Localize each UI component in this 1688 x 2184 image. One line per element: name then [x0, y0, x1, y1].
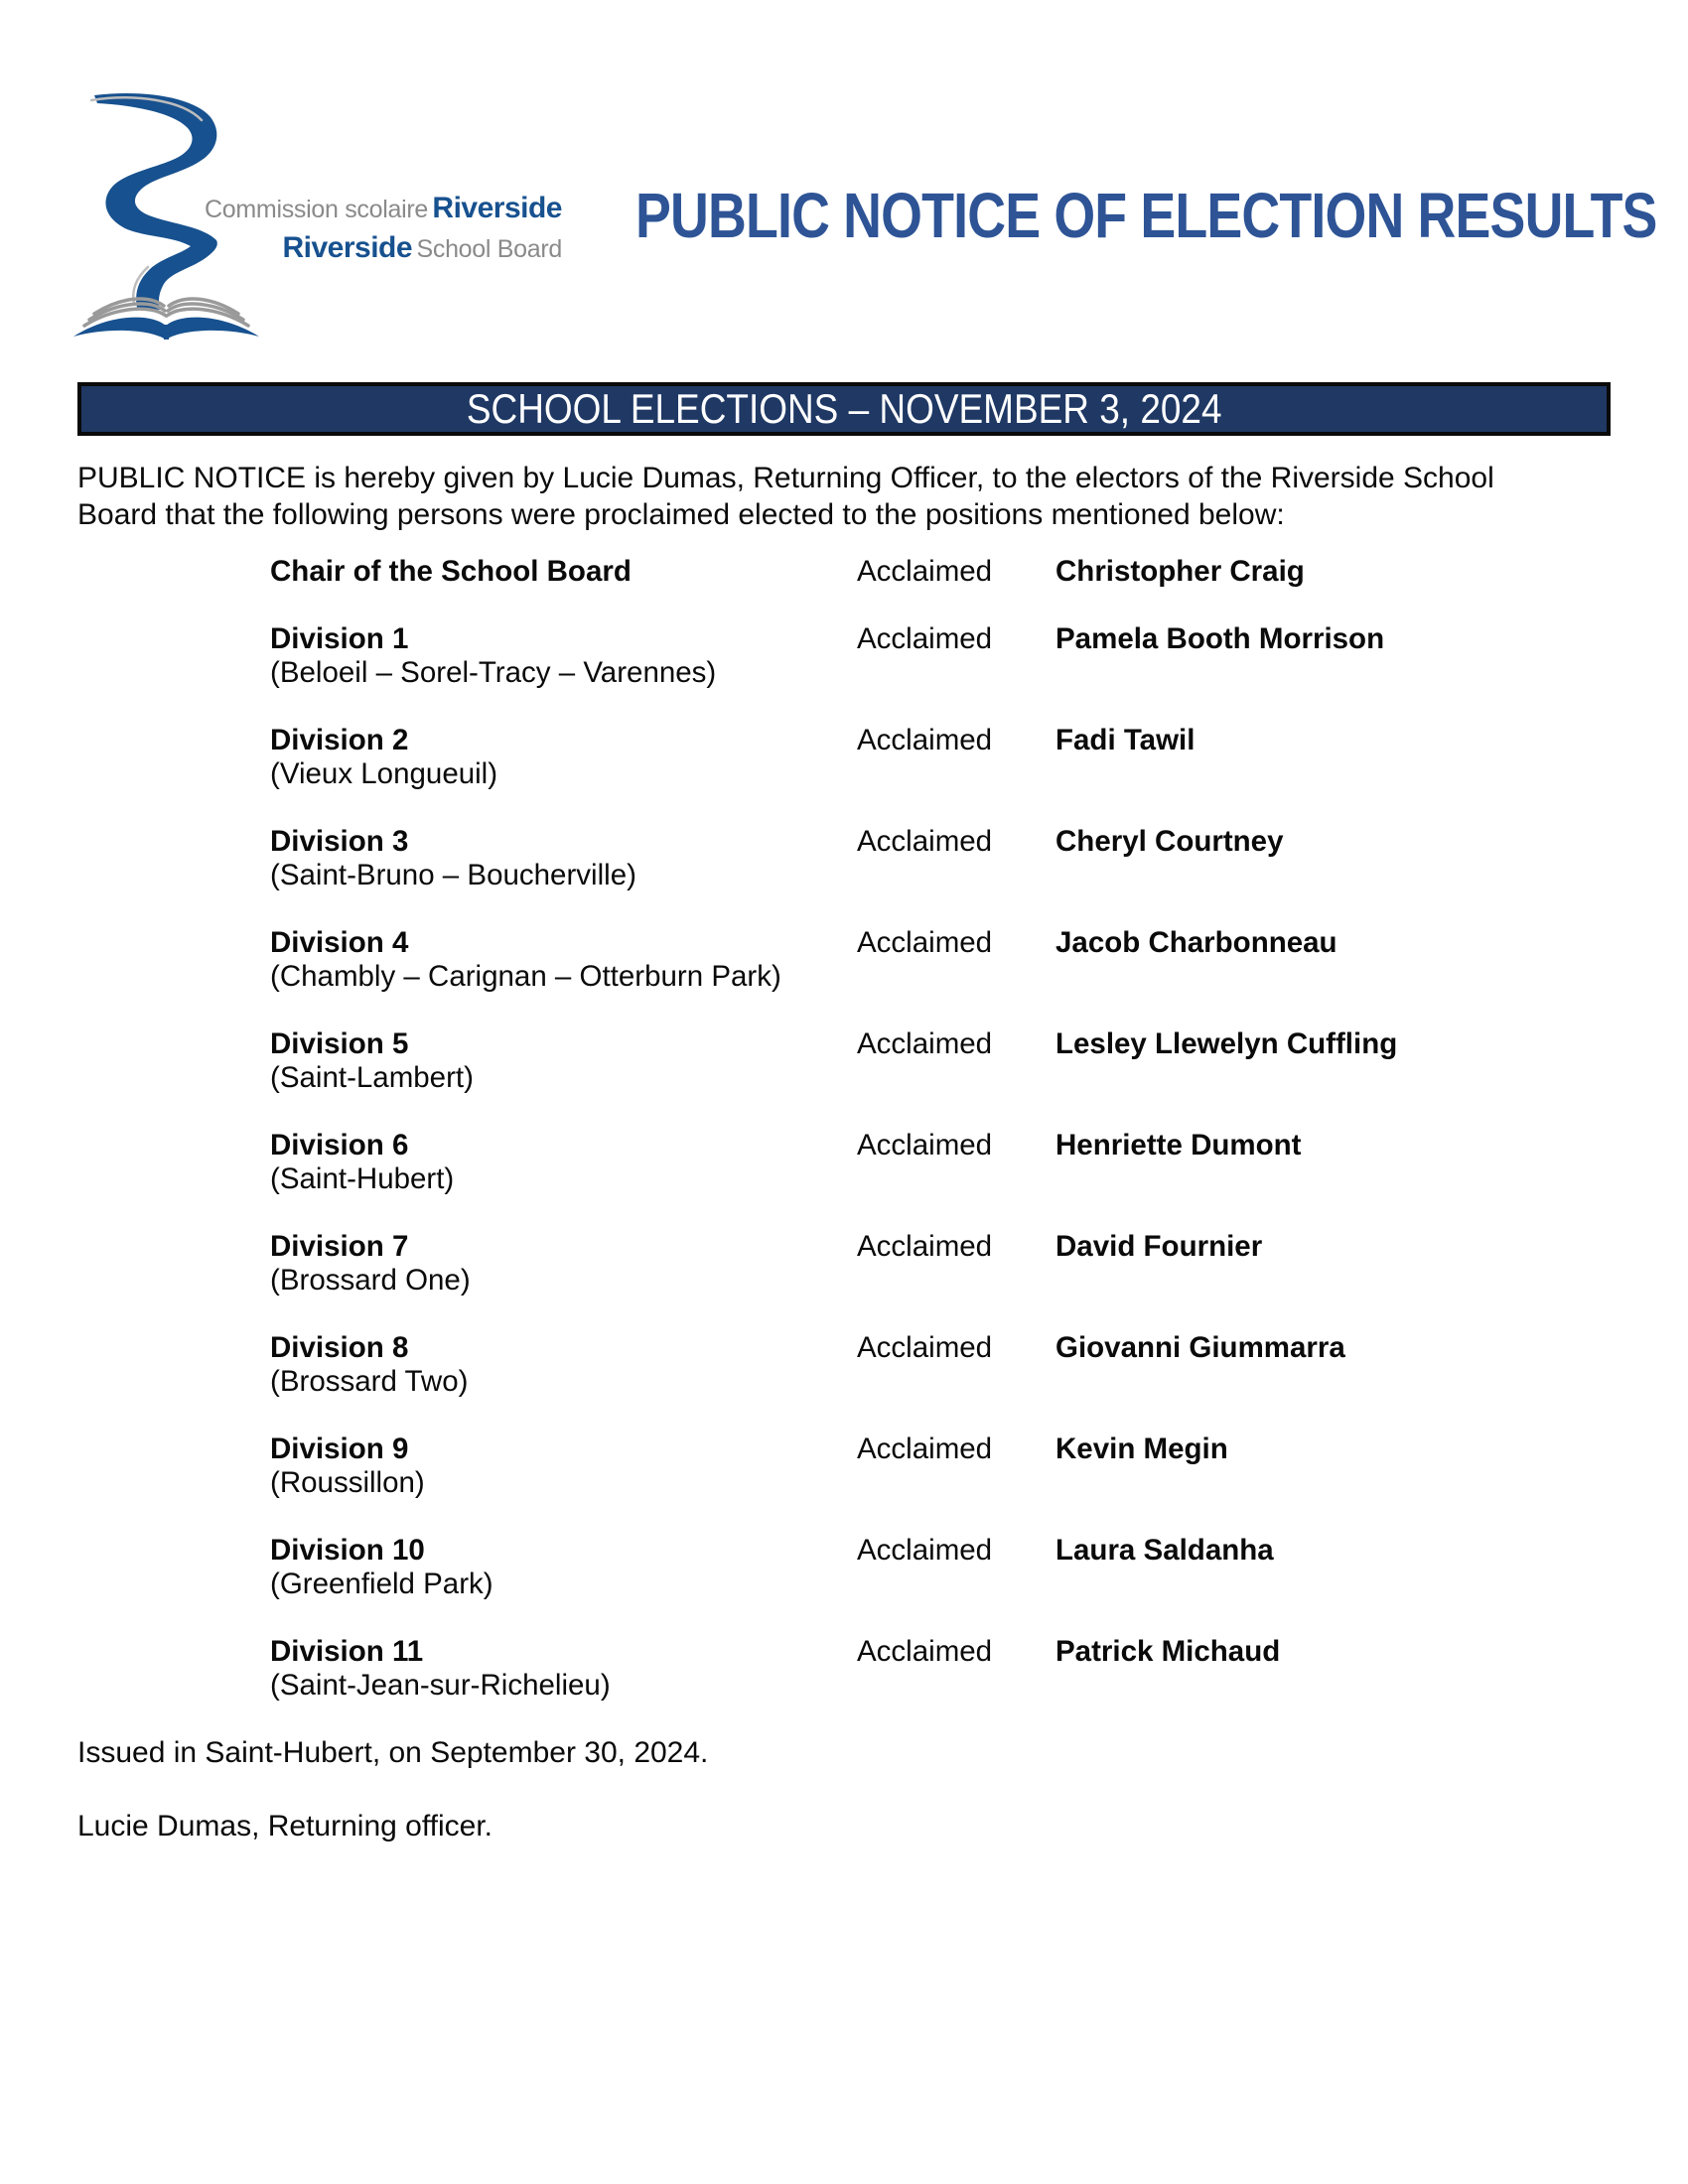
position-cell: [270, 555, 857, 589]
elected-name-cell: Christopher Craig: [1055, 555, 1305, 588]
logo-line-1: [197, 191, 562, 230]
status-cell: Acclaimed: [857, 724, 993, 756]
status-cell: Acclaimed: [857, 1433, 993, 1465]
table-row: [270, 1027, 1688, 1095]
position-cell: [270, 1027, 857, 1095]
elected-name-cell: Kevin Megin: [1055, 1433, 1228, 1465]
position-area: (Roussillon): [270, 1466, 425, 1499]
table-row: [270, 825, 1688, 892]
status-cell: Acclaimed: [857, 1534, 993, 1567]
status-cell: Acclaimed: [857, 555, 993, 588]
position-cell: [270, 926, 857, 994]
table-row: [270, 1534, 1688, 1601]
status-cell: Acclaimed: [857, 926, 993, 959]
issued-line: Issued in Saint-Hubert, on September 30, 2024.: [77, 1736, 709, 1769]
signature-line: Lucie Dumas, Returning officer.: [77, 1810, 492, 1843]
intro-line-2: Board that the following persons were proclaimed elected to the positions mentioned below:: [77, 498, 1285, 531]
position-cell: [270, 724, 857, 791]
elected-name-cell: Henriette Dumont: [1055, 1129, 1302, 1161]
election-banner-text: SCHOOL ELECTIONS – NOVEMBER 3, 2024: [466, 385, 1222, 432]
logo-text: [197, 191, 562, 270]
logo-line-2: [197, 230, 562, 270]
position-title: Division 11: [270, 1635, 424, 1668]
header: [0, 0, 1688, 342]
position-cell: [270, 1534, 857, 1601]
position-title: Division 6: [270, 1129, 409, 1161]
status-cell: Acclaimed: [857, 1635, 993, 1668]
position-area: (Chambly – Carignan – Otterburn Park): [270, 960, 781, 993]
position-cell: [270, 1635, 857, 1703]
status-cell: Acclaimed: [857, 1331, 993, 1364]
status-cell: Acclaimed: [857, 825, 993, 858]
table-row: [270, 1129, 1688, 1196]
status-cell: Acclaimed: [857, 1027, 993, 1060]
position-cell: [270, 1230, 857, 1297]
logo-school-board: School Board: [416, 235, 562, 263]
position-title: Division 10: [270, 1534, 425, 1567]
elected-name-cell: David Fournier: [1055, 1230, 1263, 1263]
position-title: Division 9: [270, 1433, 409, 1465]
page-title: PUBLIC NOTICE OF ELECTION RESULTS: [635, 180, 1657, 251]
position-area: (Brossard One): [270, 1264, 471, 1297]
position-area: (Greenfield Park): [270, 1568, 493, 1600]
logo-riverside-en: Riverside: [282, 231, 413, 264]
position-cell: [270, 622, 857, 690]
position-cell: [270, 1129, 857, 1196]
position-area: (Beloeil – Sorel-Tracy – Varennes): [270, 656, 717, 689]
results-table: [270, 555, 1688, 1703]
status-cell: Acclaimed: [857, 1129, 993, 1161]
elected-name-cell: Laura Saldanha: [1055, 1534, 1274, 1567]
open-book-icon: [73, 299, 259, 340]
position-cell: [270, 825, 857, 892]
position-area: (Saint-Bruno – Boucherville): [270, 859, 636, 891]
logo-riverside-fr: Riverside: [432, 192, 562, 224]
position-title: Division 3: [270, 825, 409, 858]
table-row: [270, 1230, 1688, 1297]
table-row: [270, 1433, 1688, 1500]
elected-name-cell: Lesley Llewelyn Cuffling: [1055, 1027, 1398, 1060]
table-row: [270, 1331, 1688, 1399]
position-title: Chair of the School Board: [270, 555, 632, 588]
position-cell: [270, 1331, 857, 1399]
table-row: [270, 622, 1688, 690]
intro-paragraph: [77, 460, 1688, 533]
elected-name-cell: Pamela Booth Morrison: [1055, 622, 1385, 655]
status-cell: Acclaimed: [857, 622, 993, 655]
table-row: [270, 724, 1688, 791]
position-title: Division 1: [270, 622, 409, 655]
table-row: [270, 555, 1688, 589]
elected-name-cell: Giovanni Giummarra: [1055, 1331, 1345, 1364]
position-title: Division 5: [270, 1027, 409, 1060]
position-cell: [270, 1433, 857, 1500]
position-title: Division 2: [270, 724, 409, 756]
position-area: (Saint-Hubert): [270, 1162, 455, 1195]
elected-name-cell: Cheryl Courtney: [1055, 825, 1284, 858]
position-area: (Saint-Jean-sur-Richelieu): [270, 1669, 611, 1702]
election-banner: [77, 382, 1611, 436]
position-title: Division 8: [270, 1331, 409, 1364]
elected-name-cell: Patrick Michaud: [1055, 1635, 1281, 1668]
position-area: (Vieux Longueuil): [270, 757, 498, 790]
elected-name-cell: Jacob Charbonneau: [1055, 926, 1337, 959]
table-row: [270, 1635, 1688, 1703]
table-row: [270, 926, 1688, 994]
position-title: Division 4: [270, 926, 409, 959]
position-area: (Saint-Lambert): [270, 1061, 474, 1094]
elected-name-cell: Fadi Tawil: [1055, 724, 1196, 756]
position-area: (Brossard Two): [270, 1365, 469, 1398]
intro-line-1: PUBLIC NOTICE is hereby given by Lucie Dumas, Returning Officer, to the electors of the Riverside School: [77, 462, 1494, 494]
logo-commission-scolaire: Commission scolaire: [205, 196, 428, 223]
status-cell: Acclaimed: [857, 1230, 993, 1263]
position-title: Division 7: [270, 1230, 409, 1263]
